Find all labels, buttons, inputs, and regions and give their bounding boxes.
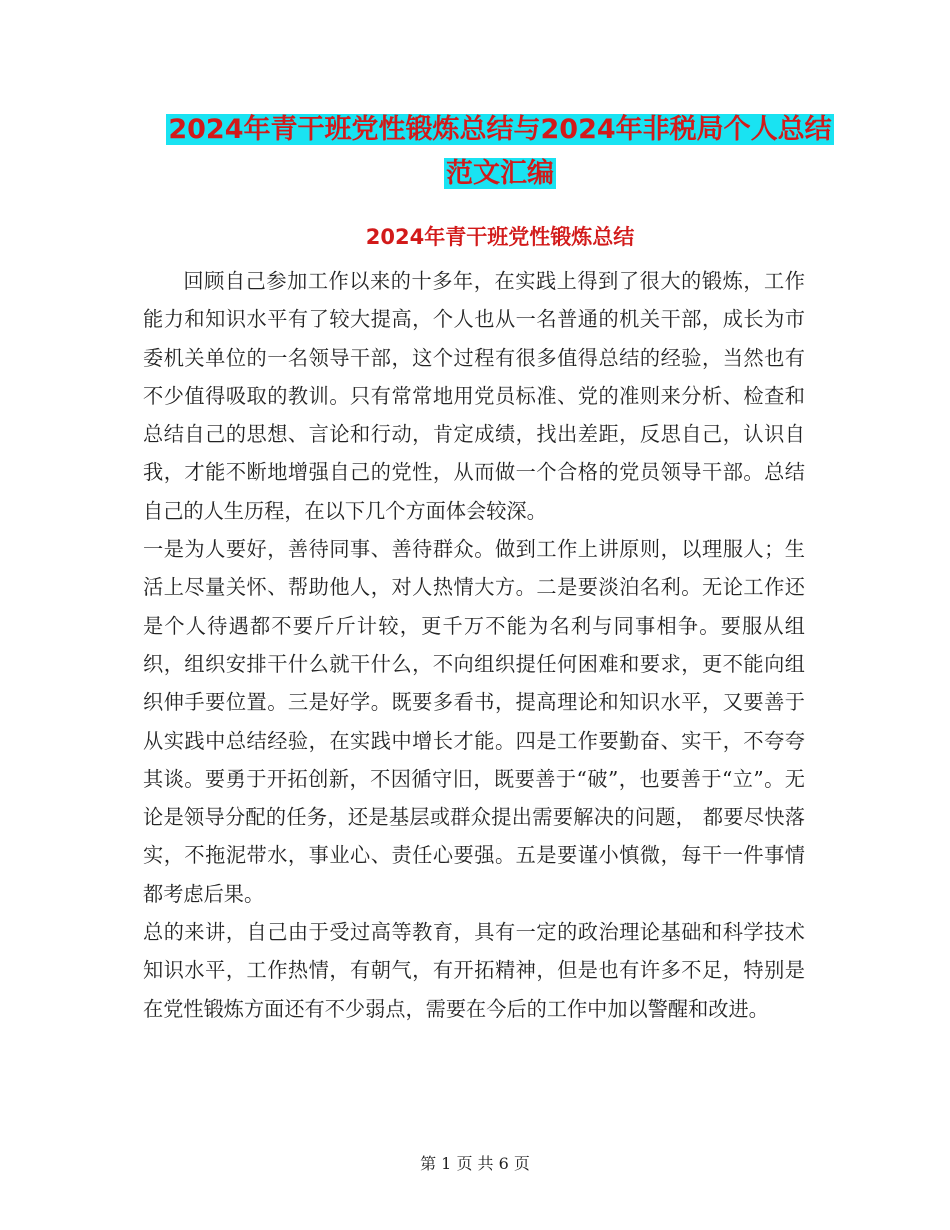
document-title-line-2: 范文汇编 [446,158,554,189]
document-body [143,262,805,1028]
section-title: 2024年青干班党性锻炼总结 [365,225,635,249]
page-number-footer: 第 1 页 共 6 页 [420,1154,530,1173]
document-title-line-1: 2024年青干班党性锻炼总结与2024年非税局个人总结 [168,114,832,145]
document-title [140,108,860,196]
paragraph-2: 一是为人要好，善待同事、善待群众。做到工作上讲原则，以理服人；生活上尽量关怀、帮助他人，对人热情大方。二是要淡泊名利。无论工作还是个人待遇都不要斤斤计较，更千万不能为名利与同事相争。要服从组织，组织安排干什么就干什么，不向组织提任何困难和要求，更不能向组织伸手要位置。三是好学。既要多看书，提高理论和知识水平，又要善于从实践中总结经验，在实践中增长才能。四是工作要勤奋、实干，不夸夸其谈。要勇于开拓创新，不因循守旧，既要善于“破”，也要善于“立”。无论是领导分配的任务，还是基层或群众提出需要解决的问题， 都要尽快落实，不拖泥带水，事业心、责任心要强。五是要谨小慎微，每干一件事情都考虑后果。 [143,537,805,906]
paragraph-3: 总的来讲，自己由于受过高等教育，具有一定的政治理论基础和科学技术知识水平，工作热情，有朝气，有开拓精神，但是也有许多不足，特别是在党性锻炼方面还有不少弱点，需要在今后的工作中加以警醒和改进。 [143,920,805,1021]
paragraph-1: 回顾自己参加工作以来的十多年，在实践上得到了很大的锻炼，工作能力和知识水平有了较大提高，个人也从一名普通的机关干部，成长为市委机关单位的一名领导干部，这个过程有很多值得总结的经验，当然也有不少值得吸取的教训。只有常常地用党员标准、党的准则来分析、检查和总结自己的思想、言论和行动，肯定成绩，找出差距，反思自己，认识自我，才能不断地增强自己的党性，从而做一个合格的党员领导干部。总结自己的人生历程，在以下几个方面体会较深。 [143,269,805,523]
